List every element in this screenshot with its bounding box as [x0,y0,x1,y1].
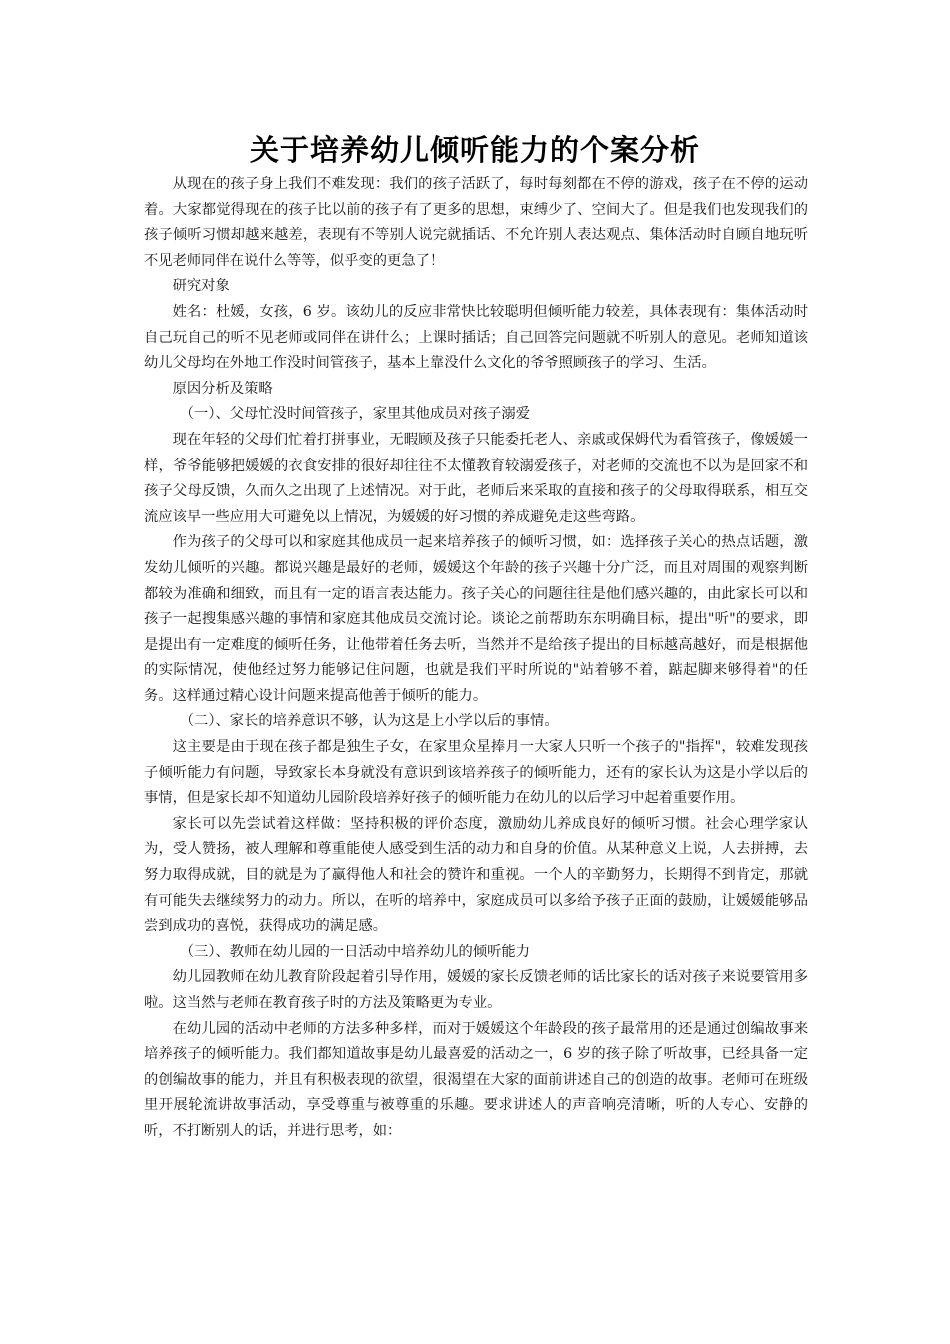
document-title: 关于培养幼儿倾听能力的个案分析 [249,133,700,167]
paragraph-storytelling: 在幼儿园的活动中老师的方法多种多样，而对于媛媛这个年龄段的孩子最常用的还是通过创编故事来培养孩子的倾听能力。我们都知道故事是幼儿最喜爱的活动之一，6 岁的孩子除了听故事，已经具备一定的创编故事的能力，并且有积极表现的欲望，很渴望在大家的面前讲述自己的创造的故事。老师可在班级里开展轮流讲故事活动，享受尊重与被尊重的乐趣。要求讲述人的声音响亮清晰，听的人专心、安静的听，不打断别人的话，并进行思考，如： [144,1020,808,1139]
paragraph-intro: 从现在的孩子身上我们不难发现：我们的孩子活跃了，每时每刻都在不停的游戏，孩子在不停的运动着。大家都觉得现在的孩子比以前的孩子有了更多的思想，束缚少了、空间大了。但是我们也发现我们的孩子倾听习惯却越来越差，表现有不等别人说完就插话、不允许别人表达观点、集体活动时自顾自地玩听不见老师同伴在说什么等等，似乎变的更急了！ [144,176,808,269]
paragraph-awareness: 这主要是由于现在孩子都是独生子女，在家里众星捧月一大家人只听一个孩子的"指挥"，较难发现孩子倾听能力有问题，导致家长本身就没有意识到该培养孩子的倾听能力，还有的家长认为这是小学以后的事情，但是家长却不知道幼儿园阶段培养好孩子的倾听能力在幼儿的以后学习中起着重要作用。 [144,739,808,807]
section-heading-subject: 研究对象 [172,278,230,295]
paragraph-family-strategy: 作为孩子的父母可以和家庭其他成员一起来培养孩子的倾听习惯，如：选择孩子关心的热点话题，激发幼儿倾听的兴趣。都说兴趣是最好的老师，媛媛这个年龄的孩子兴趣十分广泛，而且对周围的观察判断都较为准确和细致，而且有一定的语言表达能力。孩子关心的问题往往是他们感兴趣的，由此家长可以和孩子一起搜集感兴趣的事情和家庭其他成员交流讨论。谈论之前帮助东东明确目标，提出"听"的要求，即是提出有一定难度的倾听任务，让他带着任务去听，当然并不是给孩子提出的目标越高越好，而是根据他的实际情况，使他经过努力能够记住问题，也就是我们平时所说的"站着够不着，踮起脚来够得着"的任务。这样通过精心设计问题来提高他善于倾听的能力。 [144,534,808,704]
subheading-two: （二）、家长的培养意识不够，认为这是上小学以后的事情。 [179,713,559,730]
section-heading-analysis: 原因分析及策略 [172,380,273,397]
subheading-three: （三）、教师在幼儿园的一日活动中培养幼儿的倾听能力 [179,943,531,960]
paragraph-parents-busy: 现在年轻的父母们忙着打拼事业，无暇顾及孩子只能委托老人、亲戚或保姆代为看管孩子，像媛媛一样，爷爷能够把媛媛的衣食安排的很好却往往不太懂教育较溺爱孩子，对老师的交流也不以为是回家不和孩子父母反馈，久而久之出现了上述情况。对于此，老师后来采取的直接和孩子的父母取得联系，相互交流应该早一些应用大可避免以上情况，为媛媛的好习惯的养成避免走这些弯路。 [144,431,808,525]
paragraph-positive-evaluation: 家长可以先尝试着这样做：坚持积极的评价态度，激励幼儿养成良好的倾听习惯。社会心理学家认为，受人赞扬，被人理解和尊重能使人感受到生活的动力和自身的价值。从某种意义上说，人去拼搏，去努力取得成就，目的就是为了赢得他人和社会的赞许和重视。一个人的辛勤努力，长期得不到肯定，那就有可能失去继续努力的动力。所以，在听的培养中，家庭成员可以多给予孩子正面的鼓励，让媛媛能够品尝到成功的喜悦，获得成功的满足感。 [144,815,808,935]
paragraph-teacher-role: 幼儿园教师在幼儿教育阶段起着引导作用，媛媛的家长反馈老师的话比家长的话对孩子来说要管用多啦。这当然与老师在教育孩子时的方法及策略更为专业。 [144,969,808,1011]
subheading-one: （一）、父母忙没时间管孩子，家里其他成员对孩子溺爱 [179,406,531,423]
paragraph-subject-profile: 姓名：杜媛，女孩，6 岁。该幼儿的反应非常快比较聪明但倾听能力较差，具体表现有：集体活动时自己玩自己的听不见老师或同伴在讲什么；上课时插话；自己回答完问题就不听别人的意见。老师知道该幼儿父母均在外地工作没时间管孩子，基本上靠没什么文化的爷爷照顾孩子的学习、生活。 [144,303,808,372]
document-body [144,172,808,1145]
